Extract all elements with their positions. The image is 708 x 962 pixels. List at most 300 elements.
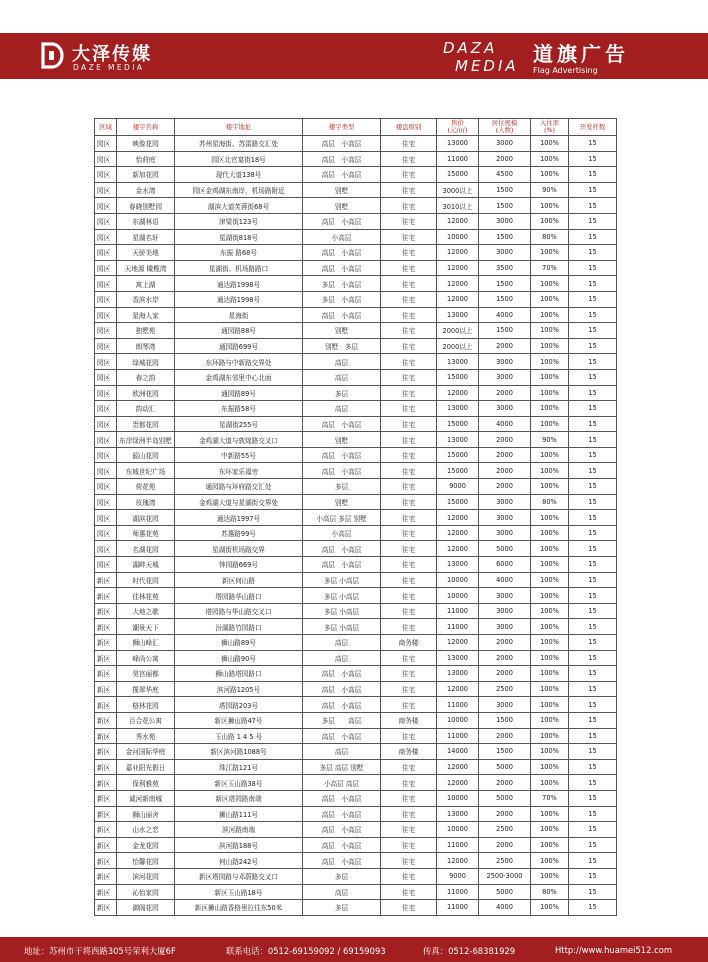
footer-fax: 传真：0512-68381929 bbox=[423, 946, 516, 956]
cell-building-name: 东城世纪广场 bbox=[117, 463, 175, 479]
cell-poles: 15 bbox=[569, 588, 617, 604]
cell-property-class: 住宅 bbox=[381, 323, 437, 339]
cell-poles: 15 bbox=[569, 401, 617, 417]
cell-price: 13000 bbox=[437, 136, 479, 152]
cell-residents: 1500 bbox=[479, 182, 531, 198]
cell-address: 狮山路111号 bbox=[175, 806, 303, 822]
table-row bbox=[95, 401, 617, 417]
cell-occupancy: 100% bbox=[531, 666, 569, 682]
cell-building-name: 春晓别墅园 bbox=[117, 198, 175, 214]
table-row bbox=[95, 572, 617, 588]
cell-building-name: 东湖林语 bbox=[117, 213, 175, 229]
cell-building-type: 高层 bbox=[303, 884, 381, 900]
cell-price: 2000以上 bbox=[437, 338, 479, 354]
cell-building-name: 天骄美地 bbox=[117, 245, 175, 261]
table-row bbox=[95, 790, 617, 806]
cell-building-type: 高层 小高层 bbox=[303, 790, 381, 806]
cell-district: 园区 bbox=[95, 525, 117, 541]
cell-property-class: 住宅 bbox=[381, 401, 437, 417]
cell-poles: 15 bbox=[569, 635, 617, 651]
column-header: 楼宇名称 bbox=[117, 119, 175, 136]
cell-district: 新区 bbox=[95, 572, 117, 588]
cell-address: 狮山路90号 bbox=[175, 650, 303, 666]
cell-property-class: 住宅 bbox=[381, 385, 437, 401]
cell-residents: 5000 bbox=[479, 790, 531, 806]
cell-building-type: 小高层 bbox=[303, 525, 381, 541]
page-header bbox=[0, 0, 708, 90]
cell-occupancy: 100% bbox=[531, 837, 569, 853]
cell-address: 钟园路669号 bbox=[175, 557, 303, 573]
cell-building-name: 怡莳庭 bbox=[117, 151, 175, 167]
cell-building-type: 多层 高层 bbox=[303, 712, 381, 728]
cell-district: 园区 bbox=[95, 136, 117, 152]
cell-occupancy: 100% bbox=[531, 338, 569, 354]
cell-address: 汾湖路竹园路口 bbox=[175, 619, 303, 635]
cell-building-name: 香滨水岸 bbox=[117, 291, 175, 307]
cell-address: 通园路与环府路交汇处 bbox=[175, 479, 303, 495]
cell-address: 通园路89号 bbox=[175, 385, 303, 401]
cell-occupancy: 80% bbox=[531, 229, 569, 245]
cell-price: 15000 bbox=[437, 416, 479, 432]
cell-occupancy: 70% bbox=[531, 260, 569, 276]
cell-building-name: 湖滨花园 bbox=[117, 510, 175, 526]
cell-district: 新区 bbox=[95, 712, 117, 728]
cell-district: 新区 bbox=[95, 822, 117, 838]
cell-building-type: 高层 bbox=[303, 635, 381, 651]
cell-district: 新区 bbox=[95, 603, 117, 619]
cell-residents: 2000 bbox=[479, 650, 531, 666]
cell-occupancy: 100% bbox=[531, 697, 569, 713]
cell-building-name: 佳林花苑 bbox=[117, 588, 175, 604]
cell-poles: 15 bbox=[569, 354, 617, 370]
cell-residents: 1500 bbox=[479, 291, 531, 307]
cell-building-name: 绿城花园 bbox=[117, 354, 175, 370]
footer-website[interactable]: Http://www.huamei512.com bbox=[555, 945, 673, 955]
cell-property-class: 住宅 bbox=[381, 432, 437, 448]
cell-address: 津梁街123号 bbox=[175, 213, 303, 229]
cell-address: 新区玉山路18号 bbox=[175, 884, 303, 900]
cell-district: 园区 bbox=[95, 167, 117, 183]
cell-occupancy: 100% bbox=[531, 463, 569, 479]
cell-building-type: 小高层 多层 别墅 bbox=[303, 510, 381, 526]
cell-occupancy: 100% bbox=[531, 541, 569, 557]
cell-occupancy: 100% bbox=[531, 479, 569, 495]
cell-poles: 15 bbox=[569, 868, 617, 884]
cell-poles: 15 bbox=[569, 385, 617, 401]
table-row bbox=[95, 447, 617, 463]
cell-price: 13000 bbox=[437, 806, 479, 822]
cell-property-class: 住宅 bbox=[381, 588, 437, 604]
cell-property-class: 住宅 bbox=[381, 619, 437, 635]
cell-address: 东振路58号 bbox=[175, 401, 303, 417]
cell-building-type: 多层 小高层 bbox=[303, 291, 381, 307]
cell-building-type: 高层 小高层 bbox=[303, 541, 381, 557]
cell-address: 金鸡湖东邻里中心北面 bbox=[175, 369, 303, 385]
cell-property-class: 住宅 bbox=[381, 479, 437, 495]
cell-property-class: 住宅 bbox=[381, 182, 437, 198]
cell-poles: 15 bbox=[569, 744, 617, 760]
table-row bbox=[95, 557, 617, 573]
cell-district: 园区 bbox=[95, 416, 117, 432]
cell-price: 2000以上 bbox=[437, 323, 479, 339]
cell-property-class: 住宅 bbox=[381, 416, 437, 432]
cell-address: 园区金鸡湖东南岸，机场路附近 bbox=[175, 182, 303, 198]
cell-poles: 15 bbox=[569, 572, 617, 588]
cell-poles: 15 bbox=[569, 369, 617, 385]
cell-district: 园区 bbox=[95, 198, 117, 214]
cell-property-class: 住宅 bbox=[381, 572, 437, 588]
cell-price: 13000 bbox=[437, 354, 479, 370]
cell-occupancy: 100% bbox=[531, 557, 569, 573]
cell-price: 12000 bbox=[437, 213, 479, 229]
cell-building-name: 秀水苑 bbox=[117, 728, 175, 744]
cell-property-class: 住宅 bbox=[381, 291, 437, 307]
cell-district: 新区 bbox=[95, 900, 117, 916]
cell-poles: 15 bbox=[569, 603, 617, 619]
cell-building-type: 多层 bbox=[303, 479, 381, 495]
cell-residents: 3000 bbox=[479, 136, 531, 152]
column-header: 开发杆数 bbox=[569, 119, 617, 136]
cell-poles: 15 bbox=[569, 806, 617, 822]
table-row bbox=[95, 681, 617, 697]
cell-address: 狮山路89号 bbox=[175, 635, 303, 651]
cell-residents: 4000 bbox=[479, 572, 531, 588]
cell-address: 中新路55号 bbox=[175, 447, 303, 463]
cell-occupancy: 100% bbox=[531, 744, 569, 760]
cell-building-type: 高层 小高层 bbox=[303, 136, 381, 152]
cell-poles: 15 bbox=[569, 697, 617, 713]
cell-price: 12000 bbox=[437, 276, 479, 292]
cell-building-type: 多层 小高层 bbox=[303, 276, 381, 292]
table-row bbox=[95, 198, 617, 214]
cell-address: 苏惠路99号 bbox=[175, 525, 303, 541]
cell-address: 通园路699号 bbox=[175, 338, 303, 354]
cell-poles: 15 bbox=[569, 775, 617, 791]
cell-address: 塔园路203号 bbox=[175, 697, 303, 713]
cell-occupancy: 100% bbox=[531, 853, 569, 869]
cell-building-name: 映像花园 bbox=[117, 136, 175, 152]
cell-residents: 1500 bbox=[479, 276, 531, 292]
cell-address: 星湖街、机场路路口 bbox=[175, 260, 303, 276]
cell-address: 新区滨河路1088号 bbox=[175, 744, 303, 760]
cell-residents: 3000 bbox=[479, 354, 531, 370]
cell-price: 11000 bbox=[437, 619, 479, 635]
cell-building-name: 春之韵 bbox=[117, 369, 175, 385]
cell-property-class: 住宅 bbox=[381, 510, 437, 526]
cell-address: 狮山路塔园路口 bbox=[175, 666, 303, 682]
cell-district: 新区 bbox=[95, 759, 117, 775]
column-header: 楼宇类型 bbox=[303, 119, 381, 136]
cell-address: 东环路与中新路交界处 bbox=[175, 354, 303, 370]
cell-price: 12000 bbox=[437, 635, 479, 651]
cell-residents: 1500 bbox=[479, 229, 531, 245]
cell-building-type: 别墅 bbox=[303, 198, 381, 214]
cell-poles: 15 bbox=[569, 510, 617, 526]
cell-district: 园区 bbox=[95, 541, 117, 557]
cell-poles: 15 bbox=[569, 213, 617, 229]
cell-residents: 2000 bbox=[479, 479, 531, 495]
cell-building-type: 高层 小高层 bbox=[303, 447, 381, 463]
cell-district: 新区 bbox=[95, 790, 117, 806]
cell-property-class: 住宅 bbox=[381, 447, 437, 463]
cell-occupancy: 100% bbox=[531, 572, 569, 588]
cell-building-type: 高层 小高层 bbox=[303, 167, 381, 183]
cell-residents: 3500 bbox=[479, 260, 531, 276]
table-row bbox=[95, 167, 617, 183]
cell-price: 13000 bbox=[437, 432, 479, 448]
footer-phone: 联系电话：0512-69159092 / 69159093 bbox=[226, 946, 386, 956]
cell-building-type: 高层 小高层 bbox=[303, 557, 381, 573]
cell-residents: 2500-3000 bbox=[479, 868, 531, 884]
cell-address: 玉山路 1 4 5 号 bbox=[175, 728, 303, 744]
cell-poles: 15 bbox=[569, 900, 617, 916]
cell-price: 12000 bbox=[437, 681, 479, 697]
table-header bbox=[95, 119, 617, 136]
cell-address: 苏州星海街、苏雷路交汇处 bbox=[175, 136, 303, 152]
cell-building-name: 欧洲花园 bbox=[117, 385, 175, 401]
cell-occupancy: 70% bbox=[531, 790, 569, 806]
cell-poles: 15 bbox=[569, 136, 617, 152]
cell-poles: 15 bbox=[569, 712, 617, 728]
cell-poles: 15 bbox=[569, 650, 617, 666]
cell-residents: 3000 bbox=[479, 525, 531, 541]
cell-price: 13000 bbox=[437, 666, 479, 682]
cell-residents: 3000 bbox=[479, 369, 531, 385]
table-row bbox=[95, 369, 617, 385]
cell-occupancy: 100% bbox=[531, 619, 569, 635]
cell-building-name: 揽翠华庭 bbox=[117, 681, 175, 697]
cell-property-class: 住宅 bbox=[381, 557, 437, 573]
table-row bbox=[95, 229, 617, 245]
cell-poles: 15 bbox=[569, 837, 617, 853]
cell-building-name: 湖畔天城 bbox=[117, 557, 175, 573]
cell-residents: 1500 bbox=[479, 712, 531, 728]
cell-building-type: 高层 小高层 bbox=[303, 697, 381, 713]
table-row bbox=[95, 432, 617, 448]
cell-property-class: 住宅 bbox=[381, 681, 437, 697]
table-row bbox=[95, 712, 617, 728]
cell-building-name: 荷花苑 bbox=[117, 479, 175, 495]
cell-building-name: 沁怡家园 bbox=[117, 884, 175, 900]
cell-price: 14000 bbox=[437, 744, 479, 760]
cell-district: 园区 bbox=[95, 245, 117, 261]
cell-building-type: 高层 小高层 bbox=[303, 213, 381, 229]
cell-district: 园区 bbox=[95, 260, 117, 276]
cell-building-name: 峰尚公寓 bbox=[117, 650, 175, 666]
cell-property-class: 住宅 bbox=[381, 884, 437, 900]
cell-poles: 15 bbox=[569, 822, 617, 838]
cell-building-name: 星海人家 bbox=[117, 307, 175, 323]
table-row bbox=[95, 510, 617, 526]
cell-property-class: 住宅 bbox=[381, 198, 437, 214]
cell-poles: 15 bbox=[569, 182, 617, 198]
cell-building-type: 高层 小高层 bbox=[303, 681, 381, 697]
cell-building-name: 朗琴湾 bbox=[117, 338, 175, 354]
cell-address: 塔园路与华山路交叉口 bbox=[175, 603, 303, 619]
cell-building-type: 高层 bbox=[303, 401, 381, 417]
table-row bbox=[95, 479, 617, 495]
cell-occupancy: 100% bbox=[531, 276, 569, 292]
cell-building-type: 高层 bbox=[303, 354, 381, 370]
cell-residents: 2500 bbox=[479, 681, 531, 697]
cell-district: 园区 bbox=[95, 182, 117, 198]
cell-address: 星湖街818号 bbox=[175, 229, 303, 245]
cell-district: 新区 bbox=[95, 666, 117, 682]
table-row bbox=[95, 323, 617, 339]
cell-residents: 2500 bbox=[479, 822, 531, 838]
cell-residents: 5000 bbox=[479, 884, 531, 900]
footer-address: 地址：苏州市干将西路305号荣利大厦6F bbox=[24, 946, 176, 956]
cell-property-class: 商务楼 bbox=[381, 744, 437, 760]
cell-building-type: 别墅 bbox=[303, 494, 381, 510]
cell-address: 东环家乐福旁 bbox=[175, 463, 303, 479]
table-row bbox=[95, 541, 617, 557]
table-row bbox=[95, 744, 617, 760]
cell-district: 新区 bbox=[95, 697, 117, 713]
cell-occupancy: 100% bbox=[531, 369, 569, 385]
cell-building-name: 御阁花园 bbox=[117, 900, 175, 916]
cell-building-type: 高层 小高层 bbox=[303, 151, 381, 167]
cell-building-name: 潮景天下 bbox=[117, 619, 175, 635]
cell-address: 东振 路68号 bbox=[175, 245, 303, 261]
cell-district: 园区 bbox=[95, 494, 117, 510]
cell-residents: 4000 bbox=[479, 900, 531, 916]
column-header: 入住率 (%) bbox=[531, 119, 569, 136]
cell-price: 10000 bbox=[437, 588, 479, 604]
cell-property-class: 住宅 bbox=[381, 650, 437, 666]
cell-building-type: 高层 小高层 bbox=[303, 728, 381, 744]
cell-occupancy: 100% bbox=[531, 416, 569, 432]
column-header: 居住规模 (人数) bbox=[479, 119, 531, 136]
cell-poles: 15 bbox=[569, 666, 617, 682]
table-row bbox=[95, 728, 617, 744]
cell-building-type: 别墅 bbox=[303, 323, 381, 339]
table-row bbox=[95, 759, 617, 775]
cell-occupancy: 100% bbox=[531, 136, 569, 152]
cell-poles: 15 bbox=[569, 276, 617, 292]
table-row bbox=[95, 291, 617, 307]
cell-price: 12000 bbox=[437, 541, 479, 557]
column-header: 楼宇地址 bbox=[175, 119, 303, 136]
cell-poles: 15 bbox=[569, 323, 617, 339]
cell-building-name: 保利雅苑 bbox=[117, 775, 175, 791]
cell-poles: 15 bbox=[569, 541, 617, 557]
cell-poles: 15 bbox=[569, 884, 617, 900]
cell-address: 滨河路188号 bbox=[175, 837, 303, 853]
cell-building-type: 高层 bbox=[303, 744, 381, 760]
cell-property-class: 住宅 bbox=[381, 354, 437, 370]
table-row bbox=[95, 853, 617, 869]
cell-address: 湖滨大道芙蓉街68号 bbox=[175, 198, 303, 214]
cell-price: 10000 bbox=[437, 712, 479, 728]
cell-address: 新区狮山路47号 bbox=[175, 712, 303, 728]
cell-price: 3010以上 bbox=[437, 198, 479, 214]
cell-district: 园区 bbox=[95, 479, 117, 495]
cell-poles: 15 bbox=[569, 853, 617, 869]
cell-building-type: 高层 小高层 bbox=[303, 853, 381, 869]
table-row bbox=[95, 494, 617, 510]
cell-property-class: 住宅 bbox=[381, 167, 437, 183]
cell-property-class: 住宅 bbox=[381, 697, 437, 713]
cell-building-type: 高层 小高层 bbox=[303, 806, 381, 822]
cell-poles: 15 bbox=[569, 728, 617, 744]
page-footer bbox=[0, 937, 708, 962]
cell-price: 10000 bbox=[437, 790, 479, 806]
table-row bbox=[95, 151, 617, 167]
cell-poles: 15 bbox=[569, 198, 617, 214]
cell-residents: 2000 bbox=[479, 385, 531, 401]
cell-district: 园区 bbox=[95, 401, 117, 417]
cell-residents: 1500 bbox=[479, 323, 531, 339]
cell-occupancy: 100% bbox=[531, 712, 569, 728]
table-row bbox=[95, 619, 617, 635]
cell-address: 星湖街255号 bbox=[175, 416, 303, 432]
cell-property-class: 住宅 bbox=[381, 229, 437, 245]
cell-occupancy: 100% bbox=[531, 681, 569, 697]
cell-district: 园区 bbox=[95, 151, 117, 167]
cell-building-type: 高层 bbox=[303, 650, 381, 666]
cell-building-type: 高层 小高层 bbox=[303, 822, 381, 838]
cell-occupancy: 100% bbox=[531, 603, 569, 619]
cell-property-class: 住宅 bbox=[381, 837, 437, 853]
cell-district: 新区 bbox=[95, 681, 117, 697]
cell-property-class: 住宅 bbox=[381, 806, 437, 822]
table-row bbox=[95, 354, 617, 370]
logo-english-name: DAZE MEDIA bbox=[73, 63, 145, 72]
logo-chinese-name: 大泽传媒 bbox=[72, 44, 152, 65]
cell-building-name: 金水湾 bbox=[117, 182, 175, 198]
cell-price: 11000 bbox=[437, 884, 479, 900]
cell-property-class: 住宅 bbox=[381, 900, 437, 916]
cell-residents: 4000 bbox=[479, 307, 531, 323]
cell-price: 10000 bbox=[437, 822, 479, 838]
cell-residents: 2000 bbox=[479, 447, 531, 463]
cell-poles: 15 bbox=[569, 307, 617, 323]
cell-price: 13000 bbox=[437, 650, 479, 666]
cell-district: 新区 bbox=[95, 744, 117, 760]
table-body bbox=[95, 136, 617, 916]
cell-building-name: 狮山丽舍 bbox=[117, 806, 175, 822]
cell-building-type: 多层 高层 别墅 bbox=[303, 759, 381, 775]
cell-building-name: 狮山峰汇 bbox=[117, 635, 175, 651]
cell-building-name: 山水之恋 bbox=[117, 822, 175, 838]
table-row bbox=[95, 463, 617, 479]
brand-line-2: MEDIA bbox=[455, 57, 519, 75]
cell-property-class: 住宅 bbox=[381, 369, 437, 385]
cell-building-type: 别墅 bbox=[303, 432, 381, 448]
page-subtitle: Flag Advertising bbox=[533, 66, 598, 75]
cell-occupancy: 80% bbox=[531, 494, 569, 510]
cell-address: 通达路1998号 bbox=[175, 276, 303, 292]
cell-occupancy: 90% bbox=[531, 432, 569, 448]
cell-poles: 15 bbox=[569, 447, 617, 463]
cell-building-name: 诚河新南城 bbox=[117, 790, 175, 806]
cell-address: 星湖街机场路交界 bbox=[175, 541, 303, 557]
cell-district: 园区 bbox=[95, 213, 117, 229]
cell-building-type: 高层 bbox=[303, 369, 381, 385]
cell-occupancy: 100% bbox=[531, 868, 569, 884]
cell-property-class: 住宅 bbox=[381, 790, 437, 806]
cell-price: 11000 bbox=[437, 837, 479, 853]
cell-building-name: 玫瑰湾 bbox=[117, 494, 175, 510]
table-row bbox=[95, 213, 617, 229]
cell-occupancy: 100% bbox=[531, 401, 569, 417]
cell-district: 园区 bbox=[95, 354, 117, 370]
cell-building-name: 新加花园 bbox=[117, 167, 175, 183]
cell-property-class: 住宅 bbox=[381, 868, 437, 884]
cell-residents: 3000 bbox=[479, 510, 531, 526]
cell-poles: 15 bbox=[569, 759, 617, 775]
